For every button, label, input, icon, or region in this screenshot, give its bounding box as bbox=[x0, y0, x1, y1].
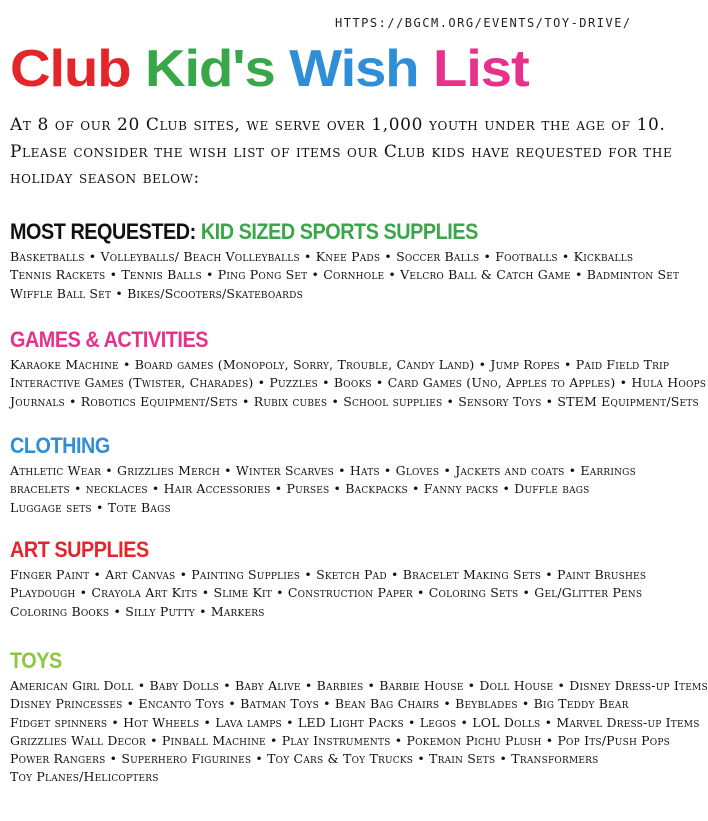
item-line: bracelets • necklaces • Hair Accessories • Purses • Backpacks • Fanny packs • Duffle bags bbox=[10, 481, 590, 497]
title-word-kids: Kid's bbox=[144, 40, 275, 98]
item-line: Basketballs • Volleyballs/ Beach Volleyballs • Knee Pads • Soccer Balls • Footballs • Kickballs bbox=[10, 249, 634, 264]
item-list bbox=[10, 356, 705, 411]
item-line: Interactive Games (Twister, Charades) • Puzzles • Books • Card Games (Uno, Apples to Apples) • Hula Hoops bbox=[10, 375, 707, 391]
item-line: Disney Princesses • Encanto Toys • Batman Toys • Bean Bag Chairs • Beyblades • Big Teddy Bear bbox=[10, 696, 629, 712]
page-url: HTTPS://BGCM.ORG/EVENTS/TOY-DRIVE/ bbox=[335, 16, 632, 30]
section-most-requested bbox=[10, 218, 705, 303]
item-list bbox=[10, 248, 705, 303]
page-title bbox=[10, 38, 529, 100]
intro-paragraph: At 8 of our 20 Club sites, we serve over 1,000 youth under the age of 10. Please consider the wish list of items our Club kids have requested for the holiday season below: bbox=[10, 115, 673, 188]
section-heading bbox=[10, 536, 636, 564]
title-word-list: List bbox=[433, 40, 529, 98]
heading-text: KID SIZED SPORTS SUPPLIES bbox=[200, 219, 478, 244]
section-toys bbox=[10, 647, 708, 787]
item-line: Luggage sets • Tote Bags bbox=[10, 499, 171, 515]
section-art-supplies bbox=[10, 536, 705, 621]
section-heading bbox=[10, 326, 636, 354]
section-heading bbox=[10, 432, 636, 460]
item-line: Grizzlies Wall Decor • Pinball Machine • Play Instruments • Pokemon Pichu Plush • Pop Its/Push Pops bbox=[10, 732, 670, 748]
title-word-wish: Wish bbox=[289, 40, 419, 98]
item-line: Karaoke Machine • Board games (Monopoly, Sorry, Trouble, Candy Land) • Jump Ropes • Paid Field Trip bbox=[10, 357, 670, 372]
item-line: Toy Planes/Helicopters bbox=[10, 769, 159, 785]
item-line: Fidget spinners • Hot Wheels • Lava lamps • LED Light Packs • Legos • LOL Dolls • Marvel Dress-up Items bbox=[10, 714, 700, 730]
item-line: Playdough • Crayola Art Kits • Slime Kit • Construction Paper • Coloring Sets • Gel/Glitter Pens bbox=[10, 585, 643, 601]
section-heading bbox=[10, 647, 636, 675]
title-word-club: Club bbox=[10, 40, 131, 98]
heading-text: TOYS bbox=[10, 648, 62, 673]
heading-text: GAMES & ACTIVITIES bbox=[10, 327, 208, 352]
item-list bbox=[10, 462, 705, 517]
item-line: Journals • Robotics Equipment/Sets • Rubix cubes • School supplies • Sensory Toys • STEM Equipment/Sets bbox=[10, 393, 699, 409]
item-line: Coloring Books • Silly Putty • Markers bbox=[10, 603, 265, 619]
item-line: Athletic Wear • Grizzlies Merch • Winter Scarves • Hats • Gloves • Jackets and coats • Earrings bbox=[10, 463, 636, 478]
item-list bbox=[10, 566, 705, 621]
item-line: Tennis Rackets • Tennis Balls • Ping Pong Set • Cornhole • Velcro Ball & Catch Game • Badminton Set bbox=[10, 267, 680, 283]
section-heading bbox=[10, 218, 636, 246]
item-line: Finger Paint • Art Canvas • Painting Supplies • Sketch Pad • Bracelet Making Sets • Paint Brushes bbox=[10, 567, 647, 582]
heading-prefix: MOST REQUESTED: bbox=[10, 219, 196, 244]
item-line: American Girl Doll • Baby Dolls • Baby Alive • Barbies • Barbie House • Doll House • Disney Dress-up Items bbox=[10, 678, 708, 693]
heading-text: CLOTHING bbox=[10, 433, 110, 458]
section-clothing bbox=[10, 432, 705, 517]
item-line: Wiffle Ball Set • Bikes/Scooters/Skateboards bbox=[10, 285, 303, 301]
item-line: Power Rangers • Superhero Figurines • Toy Cars & Toy Trucks • Train Sets • Transformers bbox=[10, 751, 599, 767]
heading-text: ART SUPPLIES bbox=[10, 537, 149, 562]
item-list bbox=[10, 677, 708, 787]
section-games-activities bbox=[10, 326, 705, 411]
